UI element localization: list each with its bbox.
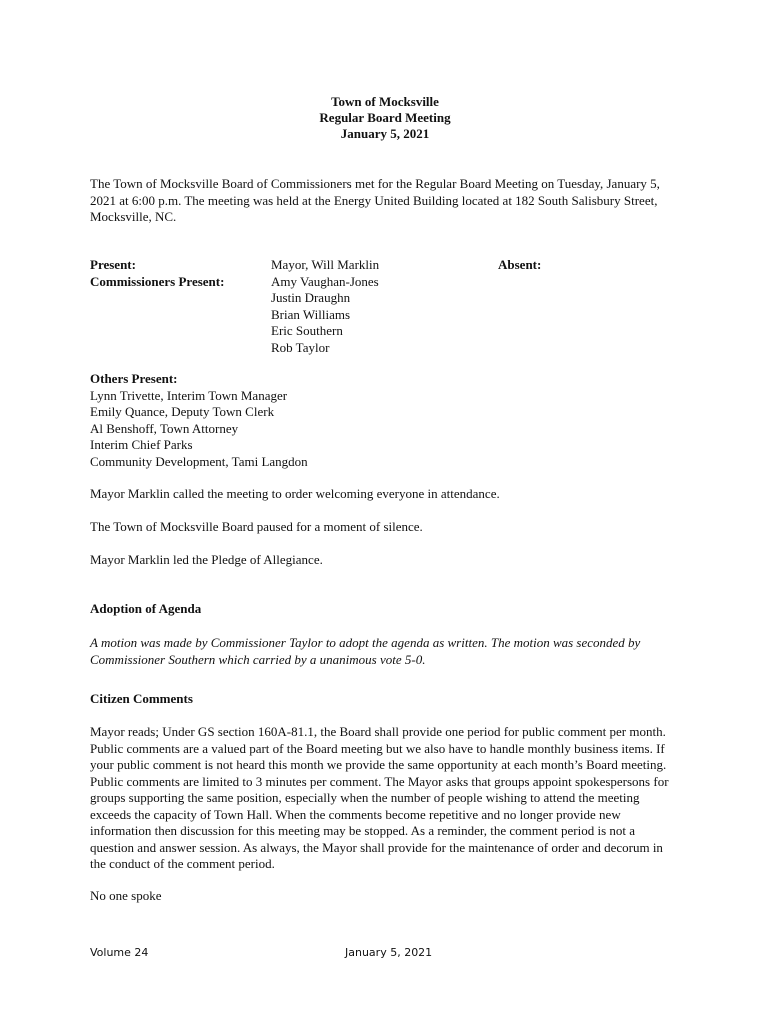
others-present-item: Community Development, Tami Langdon [90,453,308,469]
absent-label: Absent: [498,257,542,272]
footer-date: January 5, 2021 [345,946,433,959]
others-present-heading: Others Present: [90,371,178,386]
attendee-name: Amy Vaughan-Jones [271,273,379,289]
attendee-name: Justin Draughn [271,290,351,305]
header-date: January 5, 2021 [340,126,430,141]
intro-paragraph: The Town of Mocksville Board of Commissioners met for the Regular Board Meeting on Tuesday, January 5, 2021 at 6:00 p.m. The meeting was held at the Energy United Building located at 182 South Salisbury Street, Mocksville, NC. [90,176,660,224]
document-header [0,94,770,142]
commissioners-present-label: Commissioners Present: [90,273,225,289]
moment-of-silence-paragraph: The Town of Mocksville Board paused for a moment of silence. [90,519,423,534]
pledge-paragraph: Mayor Marklin led the Pledge of Allegiance. [90,552,323,567]
present-label: Present: [90,257,136,272]
header-meeting-type: Regular Board Meeting [319,110,451,125]
others-present-item: Lynn Trivette, Interim Town Manager [90,387,288,403]
attendee-name: Mayor, Will Marklin [271,257,380,272]
footer-volume: Volume 24 [90,946,149,959]
citizen-comments-heading: Citizen Comments [90,691,193,706]
agenda-motion-paragraph: A motion was made by Commissioner Taylor to adopt the agenda as written. The motion was seconded by Commissioner Southern which carried by a unanimous vote 5-0. [90,635,641,667]
attendee-name: Brian Williams [271,306,351,322]
attendee-name: Rob Taylor [271,339,330,355]
others-present-section [90,371,684,470]
others-present-item: Interim Chief Parks [90,437,193,452]
adoption-of-agenda-heading: Adoption of Agenda [90,601,202,616]
others-present-item: Al Benshoff, Town Attorney [90,420,239,436]
attendance-names [271,257,379,356]
others-present-item: Emily Quance, Deputy Town Clerk [90,404,275,419]
attendance-labels [90,257,224,290]
attendee-name: Eric Southern [271,323,343,338]
header-town: Town of Mocksville [331,94,439,109]
citizen-comments-body: Mayor reads; Under GS section 160A-81.1, the Board shall provide one period for public comment per month. Public comments are a valued part of the Board meeting but we also have to handle monthly business items. If your public comment is not heard this month we provide the same opportunity at each month’s Board meeting. Public comments are limited to 3 minutes per comment. The Mayor asks that groups appoint spokespersons for groups supporting the same position, especially when the number of people wishing to attend the meeting exceeds the capacity of Town Hall. When the comments become repetitive and no longer provide new information then discussion for this meeting may be stopped. As a reminder, the comment period is not a question and answer session. As always, the Mayor shall provide for the maintenance of order and decorum in the conduct of the comment period. [90,724,669,871]
no-one-spoke-paragraph: No one spoke [90,888,162,903]
call-to-order-paragraph: Mayor Marklin called the meeting to order welcoming everyone in attendance. [90,486,500,501]
